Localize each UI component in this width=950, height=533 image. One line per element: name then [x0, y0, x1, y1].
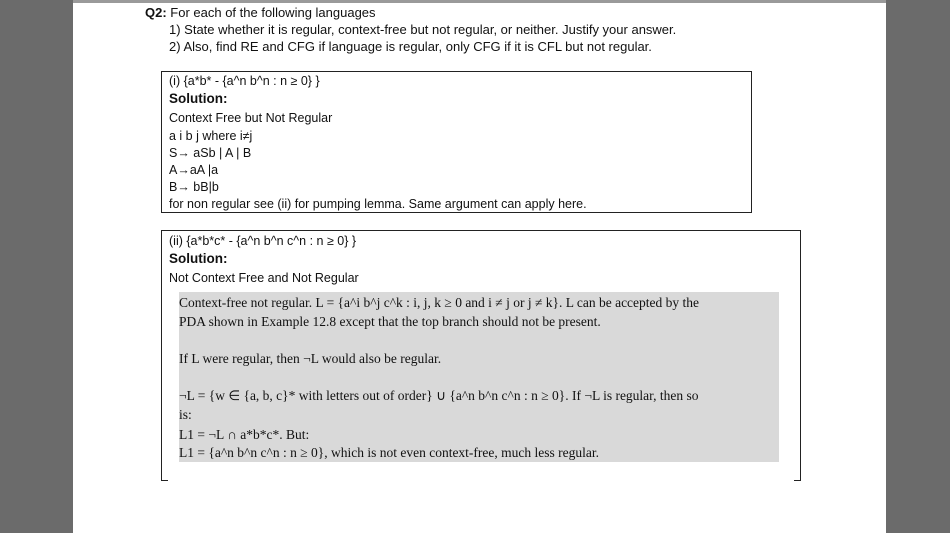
question-heading [145, 4, 376, 21]
box-corner-left [161, 472, 168, 481]
part1-solution-label: Solution: [169, 91, 228, 106]
part1-rule-s: S→ aSb | A | B [169, 146, 252, 160]
part1-note: for non regular see (ii) for pumping lemma. Same argument can apply here. [169, 197, 587, 211]
part1-verdict: Context Free but Not Regular [169, 111, 333, 125]
question-label: Q2: [145, 5, 167, 20]
part1-rule-a: A→aA |a [169, 163, 219, 177]
proof-line-3: If L were regular, then ¬L would also be regular. [179, 351, 442, 366]
instruction-1: 1) State whether it is regular, context-free but not regular, or neither. Justify your answer. [169, 22, 677, 37]
proof-line-7: L1 = {a^n b^n c^n : n ≥ 0}, which is not even context-free, much less regular. [179, 445, 600, 460]
proof-excerpt [179, 292, 779, 462]
question-text: For each of the following languages [166, 5, 376, 20]
document-page [73, 0, 886, 533]
proof-line-2: PDA shown in Example 12.8 except that the top branch should not be present. [179, 314, 601, 329]
part1-language: a i b j where i≠j [169, 129, 253, 143]
box-corner-right [794, 472, 801, 481]
part2-box [161, 230, 801, 481]
part2-title: (ii) {a*b*c* - {a^n b^n c^n : n ≥ 0} } [169, 234, 357, 248]
part2-solution-label: Solution: [169, 251, 228, 266]
top-rule [73, 0, 886, 3]
proof-line-6: L1 = ¬L ∩ a*b*c*. But: [179, 427, 310, 442]
proof-line-4: ¬L = {w ∈ {a, b, c}* with letters out of order} ∪ {a^n b^n c^n : n ≥ 0}. If ¬L is regular, then so [179, 388, 699, 403]
part1-rule-b: B→ bB|b [169, 180, 219, 194]
proof-line-1: Context-free not regular. L = {a^i b^j c^k : i, j, k ≥ 0 and i ≠ j or j ≠ k}. L can be accepted by the [179, 295, 700, 310]
proof-line-5: is: [179, 407, 192, 422]
part1-box [161, 71, 752, 213]
instruction-2: 2) Also, find RE and CFG if language is regular, only CFG if it is CFL but not regular. [169, 39, 652, 54]
part1-title: (i) {a*b* - {a^n b^n : n ≥ 0} } [169, 74, 320, 88]
part2-verdict: Not Context Free and Not Regular [169, 271, 359, 285]
